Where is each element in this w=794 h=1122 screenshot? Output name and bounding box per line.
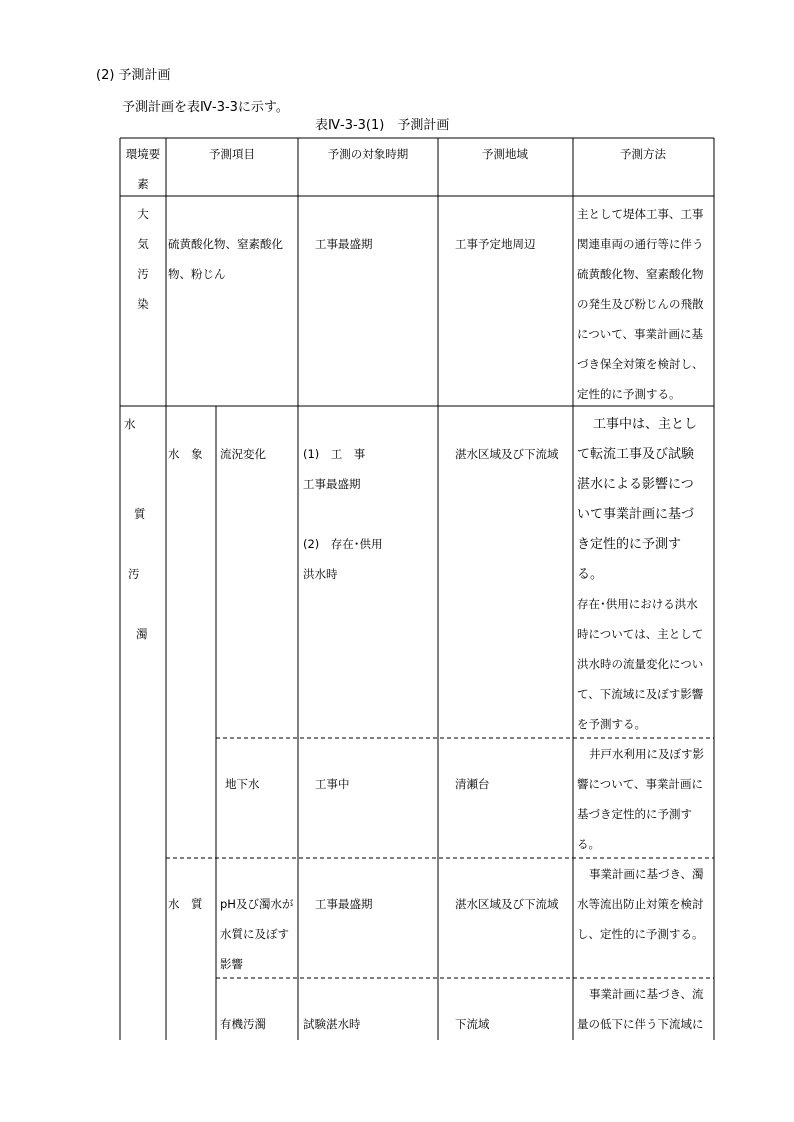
- header-period: 予測の対象時期: [327, 147, 409, 161]
- groundwater-method-line: 基づき定性的に予測す: [577, 807, 692, 821]
- air-method-line: の発生及び粉じんの飛散: [577, 297, 704, 311]
- air-env-char: 染: [137, 297, 149, 311]
- groundwater-method-line: 響について、事業計画に: [577, 777, 704, 791]
- intro-text: 予測計画を表Ⅳ-3-3に示す。: [122, 100, 289, 115]
- ph-method: [577, 867, 704, 941]
- air-method-line: 主として堤体工事、工事: [577, 207, 704, 221]
- hydro-category: 水 象: [168, 447, 203, 461]
- flow-period-line: (1) 工 事: [303, 447, 366, 461]
- flow-period-line: 洪水時: [303, 567, 338, 581]
- table-dashed-lines: [166, 738, 714, 978]
- air-method-line: 硫黄酸化物、窒素酸化物: [577, 267, 704, 281]
- flow-period-line: 工事最盛期: [303, 477, 361, 491]
- ph-method-line: 事業計画に基づき、濁: [589, 867, 704, 881]
- water-env-char: 水: [124, 417, 136, 431]
- water-env-char: 汚: [128, 567, 140, 581]
- flow-method-line: いて事業計画に基づ: [577, 507, 695, 522]
- groundwater-method-line: 井戸水利用に及ぼす影: [589, 747, 704, 761]
- ph-item-line: pH及び濁水が: [220, 897, 294, 911]
- ph-period: 工事最盛期: [315, 897, 373, 911]
- organic-item: 有機汚濁: [220, 1017, 266, 1031]
- flow-item: 流況変化: [220, 447, 266, 461]
- groundwater-method: [577, 747, 704, 851]
- organic-period: 試験湛水時: [303, 1017, 361, 1031]
- organic-method-line: 事業計画に基づき、流: [589, 987, 704, 1001]
- flow-method-line: を予測する。: [577, 717, 646, 731]
- flow-method-line: 時については、主として: [577, 627, 704, 641]
- air-method-line: 定性的に予測する。: [577, 387, 681, 401]
- air-method-line: 関連車両の通行等に伴う: [577, 237, 704, 251]
- ph-area: 湛水区域及び下流域: [455, 897, 559, 911]
- air-env-char: 汚: [137, 267, 149, 281]
- flow-area: 湛水区域及び下流域: [455, 447, 559, 461]
- groundwater-item: 地下水: [225, 777, 260, 791]
- header-env-line2: 素: [137, 177, 149, 191]
- quality-category: 水 質: [168, 897, 203, 911]
- flow-method-line: 湛水による影響につ: [577, 477, 694, 492]
- flow-method: [577, 416, 703, 731]
- air-period: 工事最盛期: [315, 237, 373, 251]
- water-env-char: 質: [134, 507, 146, 521]
- flow-method-line: る。: [577, 567, 604, 582]
- header-method: 予測方法: [620, 147, 666, 161]
- flow-method-line: て転流工事及び試験: [577, 447, 695, 462]
- ph-item-line: 影響: [220, 957, 243, 971]
- air-area: 工事予定地周辺: [455, 237, 536, 251]
- air-method-line: について、事業計画に基: [577, 327, 704, 341]
- flow-method-line: 存在･供用における洪水: [577, 597, 698, 611]
- air-env-char: 気: [137, 237, 149, 251]
- table-caption: 表Ⅳ-3-3(1) 予測計画: [315, 118, 450, 133]
- air-method: [577, 207, 704, 401]
- header-env-line1: 環境要: [125, 147, 161, 161]
- ph-method-line: 水等流出防止対策を検討: [577, 897, 704, 911]
- header-item: 予測項目: [209, 147, 255, 161]
- flow-period-line: (2) 存在･供用: [303, 537, 383, 551]
- section-heading: (2) 予測計画: [96, 68, 171, 83]
- air-env-char: 大: [137, 207, 149, 221]
- flow-method-line: て、下流域に及ぼす影響: [577, 687, 704, 701]
- header-area: 予測地域: [482, 147, 528, 161]
- ph-method-line: し、定性的に予測する。: [577, 927, 704, 941]
- air-item-line2: 物、粉じん: [168, 267, 226, 281]
- groundwater-method-line: る。: [577, 837, 600, 851]
- flow-method-line: き定性的に予測す: [577, 537, 682, 552]
- air-item-line1: 硫黄酸化物、窒素酸化: [168, 237, 283, 251]
- flow-method-line: 洪水時の流量変化につい: [577, 657, 704, 671]
- groundwater-period: 工事中: [315, 777, 350, 791]
- flow-method-line: 工事中は、主とし: [593, 417, 698, 432]
- organic-area: 下流域: [455, 1017, 490, 1031]
- groundwater-area: 清瀬台: [455, 777, 490, 791]
- air-method-line: づき保全対策を検討し、: [577, 357, 704, 371]
- organic-method: [577, 987, 704, 1031]
- ph-item-line: 水質に及ぼす: [220, 927, 289, 941]
- water-env-char: 濁: [136, 627, 148, 641]
- organic-method-line: 量の低下に伴う下流域に: [577, 1017, 704, 1031]
